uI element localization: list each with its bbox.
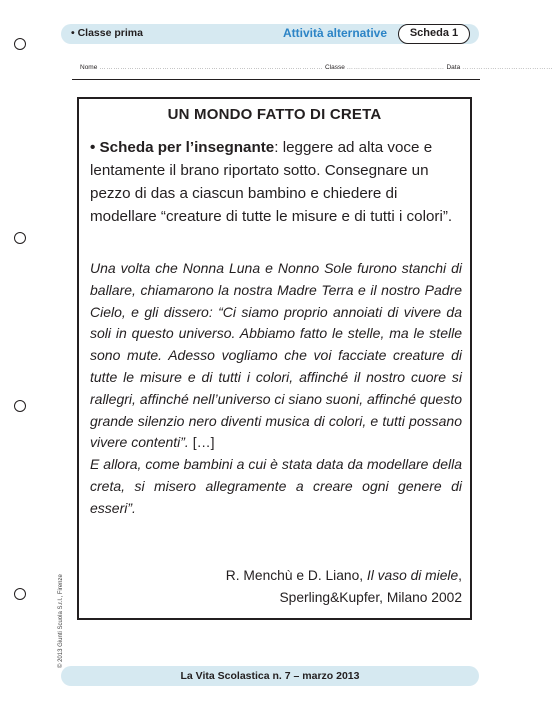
footer-bar: La Vita Scolastica n. 7 – marzo 2013 [61, 666, 479, 686]
story-paragraph-2: E allora, come bambini a cui è stata data da modellare della creta, si misero allegramente a creare ogni genere di esseri”. [90, 456, 462, 516]
student-fields [80, 64, 553, 71]
instruction-heading: • Scheda per l’insegnante [90, 139, 275, 156]
citation [90, 565, 462, 609]
date-line: ………………………………… [462, 64, 553, 71]
story-ellipsis: […] [188, 434, 215, 451]
teacher-instructions [90, 136, 462, 228]
story-paragraph-1: Una volta che Nonna Luna e Nonno Sole furono stanchi di ballare, chiamarono la nostra Madre Terra e il nostro Padre Cielo, e gli dissero: “Ci siamo proprio annoiati di vivere da soli in questo universo. Abbiamo fatto le stelle, ma le stelle sono mute. Adesso vogliamo che voi facciate creature di tutte le misure e di tutti i colori, affinché il nostro cuore si rallegri, affinché nell’universo ci siano suoni, affinché questo grande silenzio nero diventi musica di colori, e tutti possano vivere contenti”. [90, 260, 462, 451]
binder-hole-4 [14, 588, 26, 600]
binder-hole-2 [14, 232, 26, 244]
story-text [90, 258, 462, 520]
name-line: …………………………………………………………………………………… [99, 64, 324, 71]
citation-book: Il vaso di miele [366, 568, 459, 583]
copyright-note: © 2013 Giunti Scuola S.r.l., Firenze [58, 574, 64, 668]
page-title: UN MONDO FATTO DI CRETA [167, 106, 382, 123]
binder-hole-3 [14, 400, 26, 412]
class-line: …………………………………… [346, 64, 445, 71]
name-label: Nome [80, 64, 98, 71]
instruction-text: : leggere ad alta voce e lentamente il brano riportato sotto. Consegnare un pezzo di das a ciascun bambino e chiedere di modellare “creature di tutte le misure e di tutti i colori”. [90, 139, 453, 225]
sheet-badge: Scheda 1 [398, 24, 470, 44]
header-divider [72, 79, 480, 80]
activity-label: Attività alternative [283, 26, 388, 40]
citation-comma: , [458, 568, 462, 583]
class-label: • Classe prima [71, 27, 143, 39]
citation-authors: R. Menchù e D. Liano, [225, 568, 367, 583]
binder-hole-1 [14, 38, 26, 50]
class-field-label: Classe [324, 64, 345, 71]
date-label: Data [446, 64, 461, 71]
citation-publisher: Sperling&Kupfer, Milano 2002 [279, 589, 462, 605]
